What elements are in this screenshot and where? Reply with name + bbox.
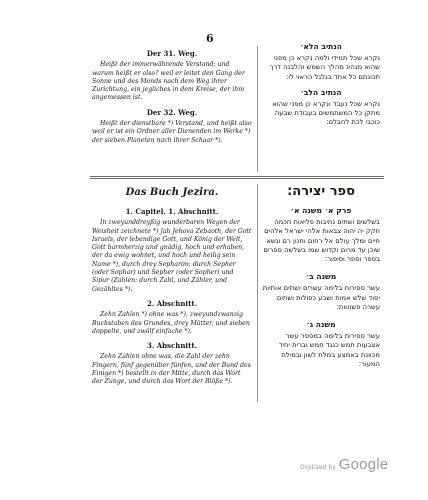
path-32-text: Heißt der dienstbare *) Verstand, und heißt also weil er ist ein Ordner aller Dienenden im Werke *) der sieben Planeten nach ihrer Schaar *). xyxy=(92,120,252,144)
section-3-heading: 3. Abschnitt. xyxy=(146,341,197,351)
google-watermark xyxy=(300,456,388,473)
upper-german-column xyxy=(92,50,252,149)
watermark-prefix: Digitized by xyxy=(300,464,336,471)
chapter-1-section-1-heading: 1. Capitel. 1. Abschnitt. xyxy=(125,207,219,216)
hebrew-mishnah-1-text: בשלשים ושתים נתיבות פליאות חכמה חקק יה יהוה צבאות אלהי ישראל אלהים חיים ומלך עולם אל רחום וחנון רם ונשא שוכן עד מרום וקדוש שמו בשלשה ספרים בספר וספר וסיפור: xyxy=(263,218,380,264)
path-31-heading: Der 31. Weg. xyxy=(146,49,198,58)
section-divider-top xyxy=(90,176,384,177)
hebrew-path-31-text: נקרא שכל תמידי ולמה נקרא כן מפני שהוא מנהיג מהלך השמש והלבנה דרך תכונתם כל אחד בגלגל הראוי לו: xyxy=(269,54,380,81)
hebrew-mishnah-3-heading: משנה ג׳ xyxy=(306,320,336,330)
upper-hebrew-column xyxy=(262,42,380,132)
book-title-german: Das Buch Jezira. xyxy=(125,187,219,198)
path-31-text: Heißt der immerwährende Verstand; und warum heißt er also? weil er leitet den Gang der Sonne und des Monds nach dem Weg ihrer Zurichtung, ein jegliches in dem Kreise, der ihm angemessen ist. xyxy=(92,61,245,102)
hebrew-mishnah-3-text: עשר ספירות בלימה במספר עשר אצבעות חמש כנגד חמש וברית יחיד מכוונת באמצע במלת לשון ובמילת המעור: xyxy=(278,332,380,368)
chapter-1-section-1-text: In zweyunddreyßig wunderbaren Wegen der Weisheit zeichnete *) Jah Jehova Zebaoth, der Gott Israels, der lebendige Gott, und König der Welt, Gott barmherzig und gnädig, hoch und erhaben, der da ewig wohnet, und hoch und heilig sein Name *), durch drey Sepharim: durch Sepher (oder Sophar) und Sepher (oder Sopher) und Sipur (Zahlen: durch Zahl, und Zähler, und Gezähltes *). xyxy=(92,219,252,293)
section-2-heading: 2. Abschnitt. xyxy=(146,298,197,308)
path-32-heading: Der 32. Weg. xyxy=(146,107,198,117)
hebrew-path-31-heading: הנתיב הלא׳ xyxy=(299,42,343,51)
watermark-brand: Google xyxy=(338,456,389,473)
hebrew-path-32-heading: הנתיב הלב׳ xyxy=(300,87,342,97)
lower-german-column xyxy=(92,208,252,391)
column-divider-upper xyxy=(257,46,258,172)
hebrew-chapter-1-mishnah-1-heading: פרק א׳ משנה א׳ xyxy=(290,206,352,215)
section-3-text: Zehn Zahlen ohne was, die Zahl der zehn Fingern, fünf gegenüber fünfen, und der Bund des Einigen *) bestellt in der Mitte, durch das Wort der Zunge, und durch das Wort der Blöße *). xyxy=(92,353,251,386)
section-2-text: Zehn Zahlen *) ohne was *), zweyundzwanzig Buchstaben des Grundes, drey Mütter, und sieben doppelte, und zwölf einfache *). xyxy=(92,311,250,335)
lower-hebrew-column xyxy=(262,206,380,373)
book-title-hebrew: ספר יצירה: xyxy=(287,184,355,199)
hebrew-mishnah-2-heading: משנה ב׳ xyxy=(305,272,337,282)
section-divider-bottom xyxy=(90,178,384,179)
hebrew-path-32-text: נקרא שכל נעבד ונקרא כן מפני שהוא מתקן כל המשתמשים בעבודת שבעה כוכבי לכת לחבלם: xyxy=(272,100,380,127)
page-number: 6 xyxy=(206,32,214,45)
column-divider-lower xyxy=(257,184,258,402)
hebrew-mishnah-2-text: עשר ספירות בלימה עשרים ושתים אותיות יסוד שלש אמות ושבע כפולות ושתים עשרה פשוטות: xyxy=(262,284,380,311)
